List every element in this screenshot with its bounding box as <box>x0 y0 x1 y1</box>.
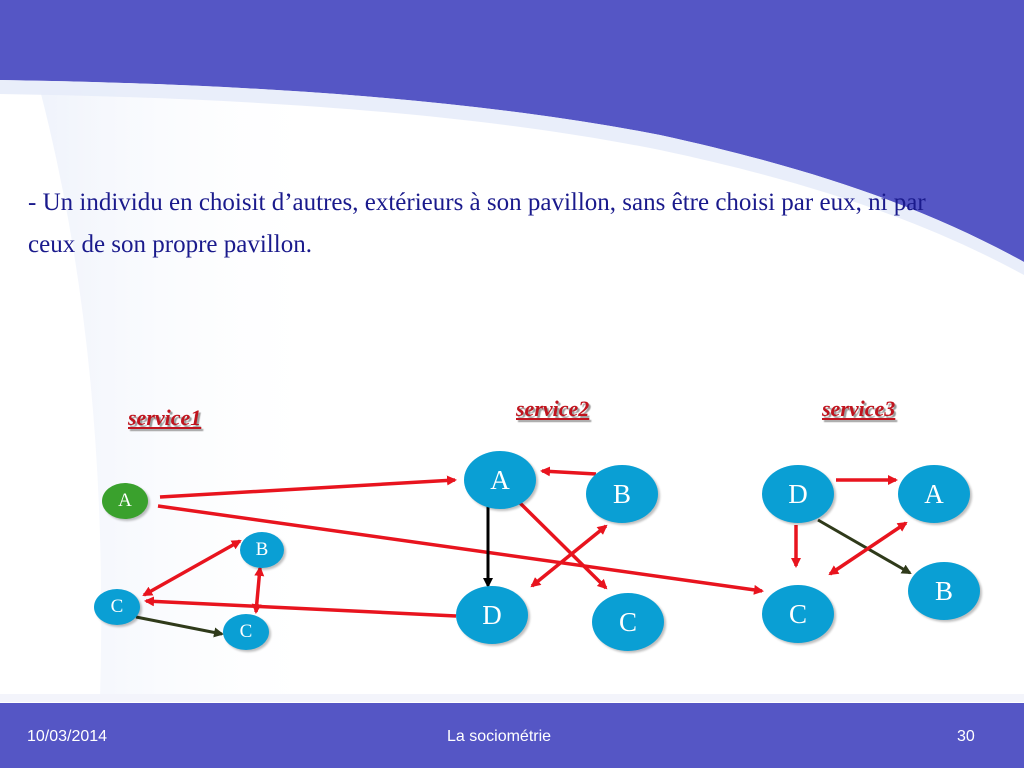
service2-label: service2 <box>516 396 590 421</box>
edge-s2D-s1C1 <box>146 601 456 616</box>
node-service3-a: A <box>898 465 970 523</box>
edge-s1C1-s1C2 <box>136 617 222 634</box>
service1-label: service1 <box>128 405 202 430</box>
node-service2-c: C <box>592 593 664 651</box>
service3-label: service3 <box>822 396 896 421</box>
footer-date: 10/03/2014 <box>27 728 108 745</box>
footer-title: La sociométrie <box>447 728 552 745</box>
node-service1-c1: C <box>94 589 140 625</box>
node-service2-a: A <box>464 451 536 509</box>
footer-page-number: 30 <box>957 728 975 745</box>
node-service2-d: D <box>456 586 528 644</box>
node-service1-a: A <box>102 483 148 519</box>
node-service3-b: B <box>908 562 980 620</box>
node-service3-d: D <box>762 465 834 523</box>
edge-s1A-s2A <box>160 480 455 497</box>
edge-s2B-s2A <box>542 471 596 474</box>
node-service3-c: C <box>762 585 834 643</box>
node-service2-b: B <box>586 465 658 523</box>
edge-s2A-s2C <box>520 503 606 588</box>
body-text: - Un individu en choisit d’autres, extérieurs à son pavillon, sans être choisi par eux, ni par ceux de son propre pavillon. <box>28 189 926 258</box>
node-service1-b: B <box>240 532 284 568</box>
edge-s1C1-s1B <box>144 541 240 595</box>
node-service1-c2: C <box>223 614 269 650</box>
edge-s3C-s3A <box>830 523 906 574</box>
